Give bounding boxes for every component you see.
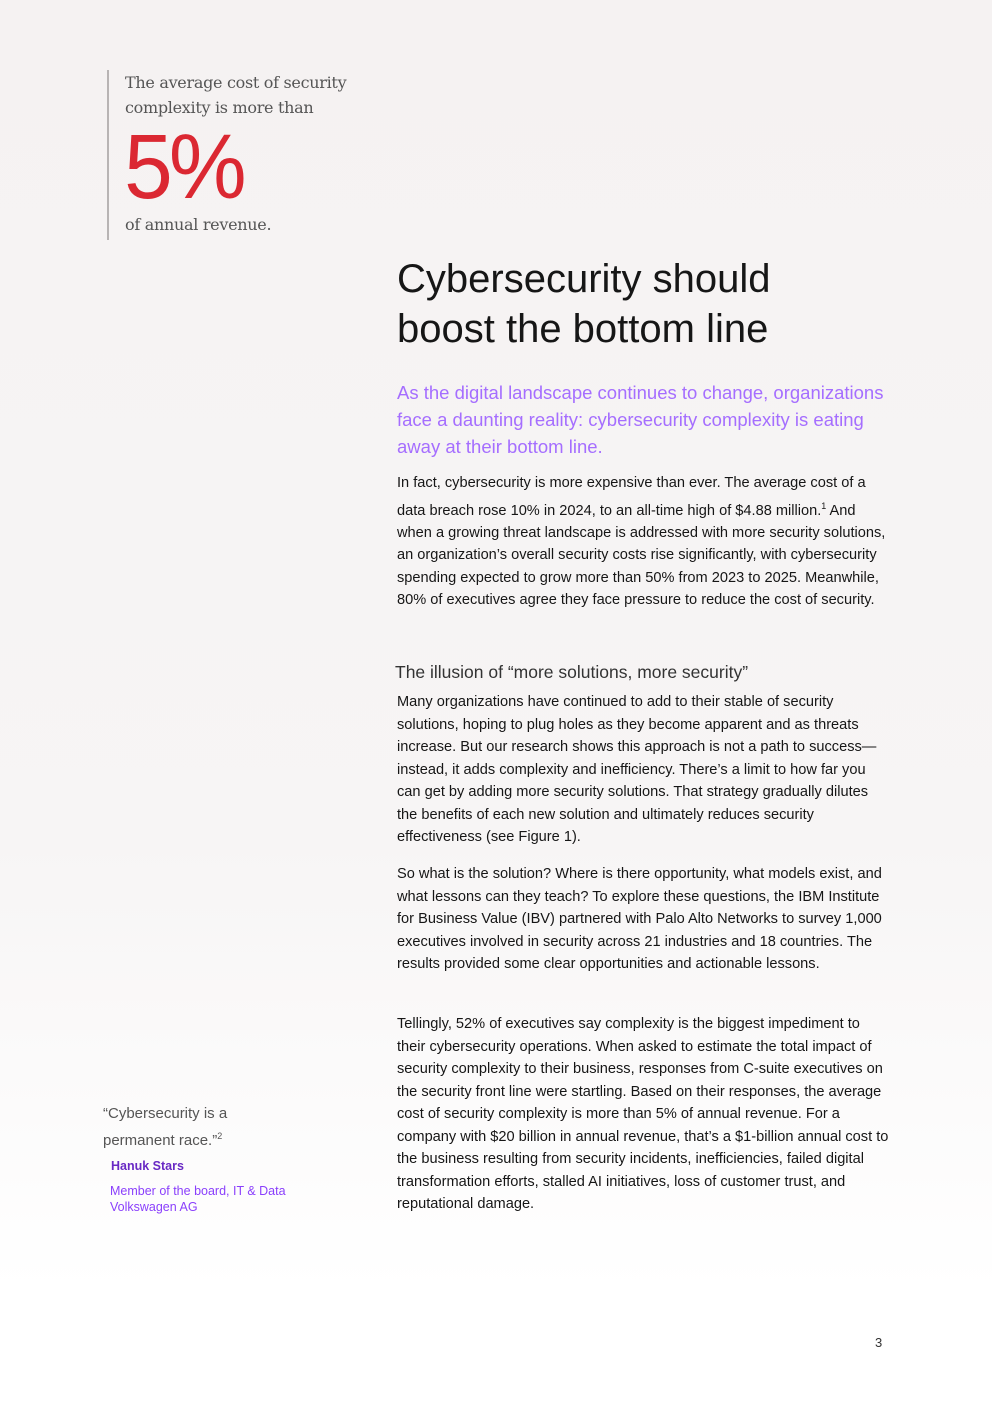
page-title: Cybersecurity should boost the bottom line xyxy=(397,257,771,351)
body-paragraph-4: Tellingly, 52% of executives say complexity is the biggest impediment to their cybersecurity operations. When asked to estimate the total impact of security complexity to their business, responses from C-suite executives on the security front line were startling. Based on their responses, the average cost of security complexity is more than 5% of annual revenue. For a company with $20 billion in annual revenue, that’s a $1-billion annual cost to the business resulting from security incidents, inefficiencies, failed digital transformation efforts, stalled AI initiatives, loss of customer trust, and reputational damage. xyxy=(397,1016,889,1212)
author-role: Member of the board, IT & Data xyxy=(110,1184,286,1198)
lead-paragraph: As the digital landscape continues to change, organizations face a daunting reality: cybersecurity complexity is eating away at their bottom line. xyxy=(397,382,884,457)
body-paragraph-3: So what is the solution? Where is there opportunity, what models exist, and what lessons can they teach? To explore these questions, the IBM Institute for Business Value (IBV) partnered with Palo Alto Networks to survey 1,000 executives involved in security across 21 industries and 18 countries. The results provided some clear opportunities and actionable lessons. xyxy=(397,866,882,972)
footnote-ref[interactable]: 1 xyxy=(821,500,827,511)
quote-author: Hanuk Stars xyxy=(111,1159,184,1173)
section-heading: The illusion of “more solutions, more security” xyxy=(395,662,749,682)
callout-intro: The average cost of security complexity is more than xyxy=(125,73,347,117)
callout-outro: of annual revenue. xyxy=(125,215,272,234)
body-paragraph-1: In fact, cybersecurity is more expensive than ever. The average cost of a data breach rose 10% in 2024, to an all-time high of $4.88 million.$^1$ And when a growing threat landscape is addressed with more security solutions, an organization’s overall security costs rise significantly, with cybersecurity spending expected to grow more than 50% from 2023 to 2025. Meanwhile, 80% of executives agree they face pressure to reduce the cost of security. xyxy=(397,475,886,609)
footnote-ref[interactable]: 2 xyxy=(217,1131,223,1141)
callout-stat: 5% xyxy=(124,116,243,218)
stat-callout xyxy=(107,70,367,240)
author-company: Volkswagen AG xyxy=(110,1200,198,1214)
quote-author-title xyxy=(110,1183,286,1215)
body-paragraph-2: Many organizations have continued to add to their stable of security solutions, hoping to plug holes as they become apparent and as threats increase. But our research shows this approach is not a path to success—instead, it adds complexity and inefficiency. There’s a limit to how far you can get by adding more security solutions. That strategy gradually dilutes the benefits of each new solution and ultimately reduces security effectiveness (see Figure 1). xyxy=(397,694,877,845)
pull-quote: “Cybersecurity is a permanent race.”$^2$ xyxy=(103,1105,228,1149)
page-number: 3 xyxy=(875,1335,883,1350)
